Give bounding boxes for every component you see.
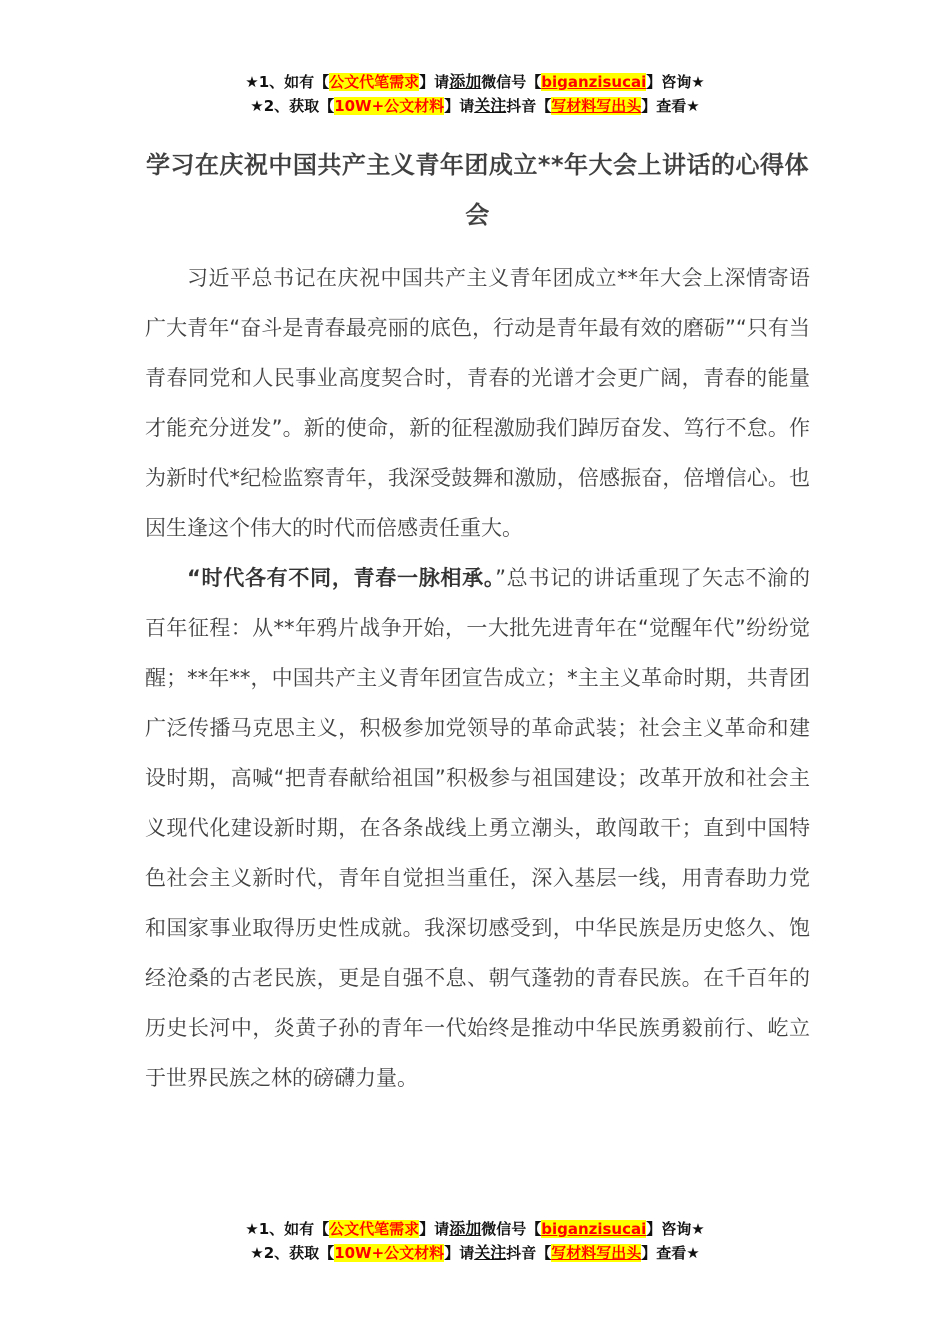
promo-banner-bottom [0,1217,950,1265]
paragraph-lead: “时代各有不同，青春一脉相承。 [187,566,496,590]
paragraph-text: 习近平总书记在庆祝中国共产主义青年团成立**年大会上深情寄语广大青年“奋斗是青春最亮丽的底色，行动是青年最有效的磨砺”“只有当青春同党和人民事业高度契合时，青春的光谱才会更广阔，青春的能量才能充分迸发”。新的使命，新的征程激励我们踔厉奋发、笃行不怠。作为新时代*纪检监察青年，我深受鼓舞和激励，倍感振奋，倍增信心。也因生逢这个伟大的时代而倍感责任重大。 [145,266,810,540]
promo-underline: 关注 [474,1243,507,1262]
wechat-id-highlight: biganzisucai [541,73,647,91]
promo-text: ★1、如有【 [245,1220,330,1238]
promo-text: 】请 [444,1244,475,1262]
douyin-id-highlight: 写材料写出头 [551,1244,642,1262]
promo-line-1 [0,70,950,94]
promo-highlight: 10W+公文材料 [334,1244,445,1262]
paragraph-2 [145,553,810,1103]
promo-line-2 [0,1241,950,1265]
promo-text: 】查看★ [641,97,700,115]
promo-underline: 添加 [449,1219,482,1238]
promo-underline: 关注 [474,96,507,115]
promo-text: 】请 [419,73,450,91]
promo-text: 】请 [419,1220,450,1238]
promo-text: ★1、如有【 [245,73,330,91]
promo-underline: 添加 [449,72,482,91]
promo-text: 】请 [444,97,475,115]
promo-text: 】查看★ [641,1244,700,1262]
promo-banner-top [0,70,950,118]
paragraph-1 [145,253,810,553]
promo-highlight: 公文代笔需求 [329,1220,420,1238]
promo-text: 抖音【 [506,97,552,115]
promo-text: 抖音【 [506,1244,552,1262]
promo-text: 】咨询★ [646,1220,705,1238]
wechat-id-highlight: biganzisucai [541,1220,647,1238]
promo-text: 】咨询★ [646,73,705,91]
promo-highlight: 公文代笔需求 [329,73,420,91]
promo-text: 微信号【 [481,1220,542,1238]
promo-highlight: 10W+公文材料 [334,97,445,115]
promo-text: ★2、获取【 [250,97,335,115]
promo-line-2 [0,94,950,118]
douyin-id-highlight: 写材料写出头 [551,97,642,115]
promo-text: 微信号【 [481,73,542,91]
promo-text: ★2、获取【 [250,1244,335,1262]
document-title: 学习在庆祝中国共产主义青年团成立**年大会上讲话的心得体会 [145,151,810,229]
promo-line-1 [0,1217,950,1241]
document-body [145,253,810,1103]
paragraph-text: ”总书记的讲话重现了矢志不渝的百年征程：从**年鸦片战争开始，一大批先进青年在“觉醒年代”纷纷觉醒；**年**，中国共产主义青年团宣告成立；*主主义革命时期，共青团广泛传播马克思主义，积极参加党领导的革命武装；社会主义革命和建设时期，高喊“把青春献给祖国”积极参与祖国建设；改革开放和社会主义现代化建设新时期，在各条战线上勇立潮头，敢闯敢干；直到中国特色社会主义新时代，青年自觉担当重任，深入基层一线，用青春助力党和国家事业取得历史性成就。我深切感受到，中华民族是历史悠久、饱经沧桑的古老民族，更是自强不息、朝气蓬勃的青春民族。在千百年的历史长河中，炎黄子孙的青年一代始终是推动中华民族勇毅前行、屹立于世界民族之林的磅礴力量。 [145,566,810,1090]
